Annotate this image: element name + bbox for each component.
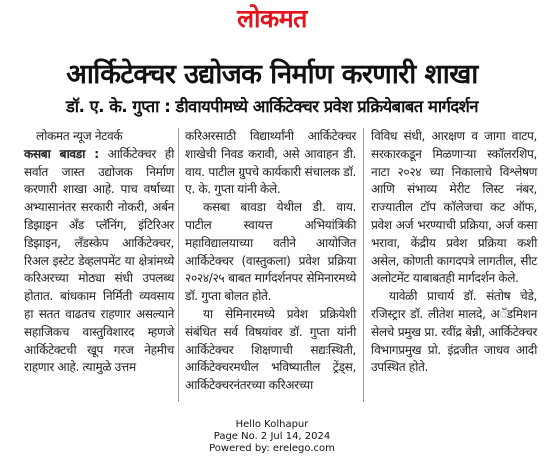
footer-edition: Hello Kolhapur [235,419,309,430]
paragraph: कसबा बावडा येथील डी. वाय. पाटील स्वायत्त अभियांत्रिकी महाविद्यालयाच्या वतीने आयोजित आर्किटेक्चर (वास्तुकला) प्रवेश प्रक्रिया २०२४/२५ बाबत मार्गदर्शनपर सेमिनारमध्ये डॉ. गुप्ता बोलत होते. [185,200,356,304]
article-headline: आर्किटेक्चर उद्योजक निर्माण करणारी शाखा [66,59,478,90]
column-divider [363,128,364,402]
article-column-1 [24,128,174,377]
paragraph: विविध संधी, आरक्षण व जागा वाटप, सरकारकडून मिळणाऱ्या स्कॉलरशिप, नाटा २०२४ च्या निकालाचे विश्लेषण आणि संभाव्य मेरीट लिस्ट नंबर, राज्यातील टॉप कॉलेजचा कट ऑफ, प्रवेश अर्ज भरण्याची प्रक्रिया, अर्ज कसा भरावा, केंद्रीय प्रवेश प्रक्रिया कशी असेल, कोणती कागदपत्रे लागतील, सीट अलोटमेंट याबाबतही मार्गदर्शन केले. [371,129,537,286]
article-subheadline: डॉ. ए. के. गुप्ता : डीवायपीमध्ये आर्किटेक्चर प्रवेश प्रक्रियेबाबत मार्गदर्शन [65,97,479,116]
paragraph: या सेमिनारमध्ये प्रवेश प्रक्रियेशी संबंधित सर्व विषयांवर डॉ. गुप्ता यांनी आर्किटेक्चर शिक्षणाची सद्यःस्थिती, आर्किटेक्चरमधील भविष्यातील ट्रेंड्‌स, आर्किटेक्चरनंतरच्या करिअरच्या [185,306,356,393]
dateline: कसबा बावडा : [24,146,99,161]
article-column-2 [185,128,356,395]
paragraph: आर्किटेक्चर ही सर्वात जास्त उद्योजक निर्माण करणारी शाखा आहे. पाच वर्षाच्या अभ्यासानंतर सरकारी नोकरी, अर्बन डिझाइन अँड प्लॅनिंग, इंटिरिअर डिझाइन, लॅंडस्केप आर्किटेक्चर, रिअल इस्टेट डेव्हलपमेंट या क्षेत्रांमध्ये करिअरच्या मोठ्या संधी उपलब्ध होतात. बांधकाम निर्मिती व्यवसाय हा सतत वाढतच राहणार असल्याने सहाजिकच वास्तुविशारद म्हणजे आर्किटेक्टची खूप गरज नेहमीच राहणार आहे. त्यामुळे उत्तम [24,146,175,375]
masthead-logo: लोकमत [237,4,307,33]
byline: लोकमत न्यूज नेटवर्क [36,129,123,143]
paragraph: यावेळी प्राचार्य डॉ. संतोष चेडे, रजिस्ट्रार डॉ. लीतेश मालदे, अॅडमिशन सेलचे प्रमुख प्रा. रवींद्र बेन्नी, आर्किटेक्चर विभागप्रमुख प्रो. इंद्रजीत जाधव आदी उपस्थित होते. [371,289,537,375]
footer-powered: Powered by: erelego.com [209,443,335,454]
paragraph: करिअरसाठी विद्यार्थ्यांनी आर्किटेक्चर शाखेची निवड करावी, असे आवाहन डी. वाय. पाटील ग्रुपचे कार्यकारी संचालक डॉ. ए. के. गुप्ता यांनी केले. [185,129,356,197]
column-divider [178,128,179,402]
article-column-3 [371,128,537,377]
footer-page-date: Page No. 2 Jul 14, 2024 [213,431,331,442]
